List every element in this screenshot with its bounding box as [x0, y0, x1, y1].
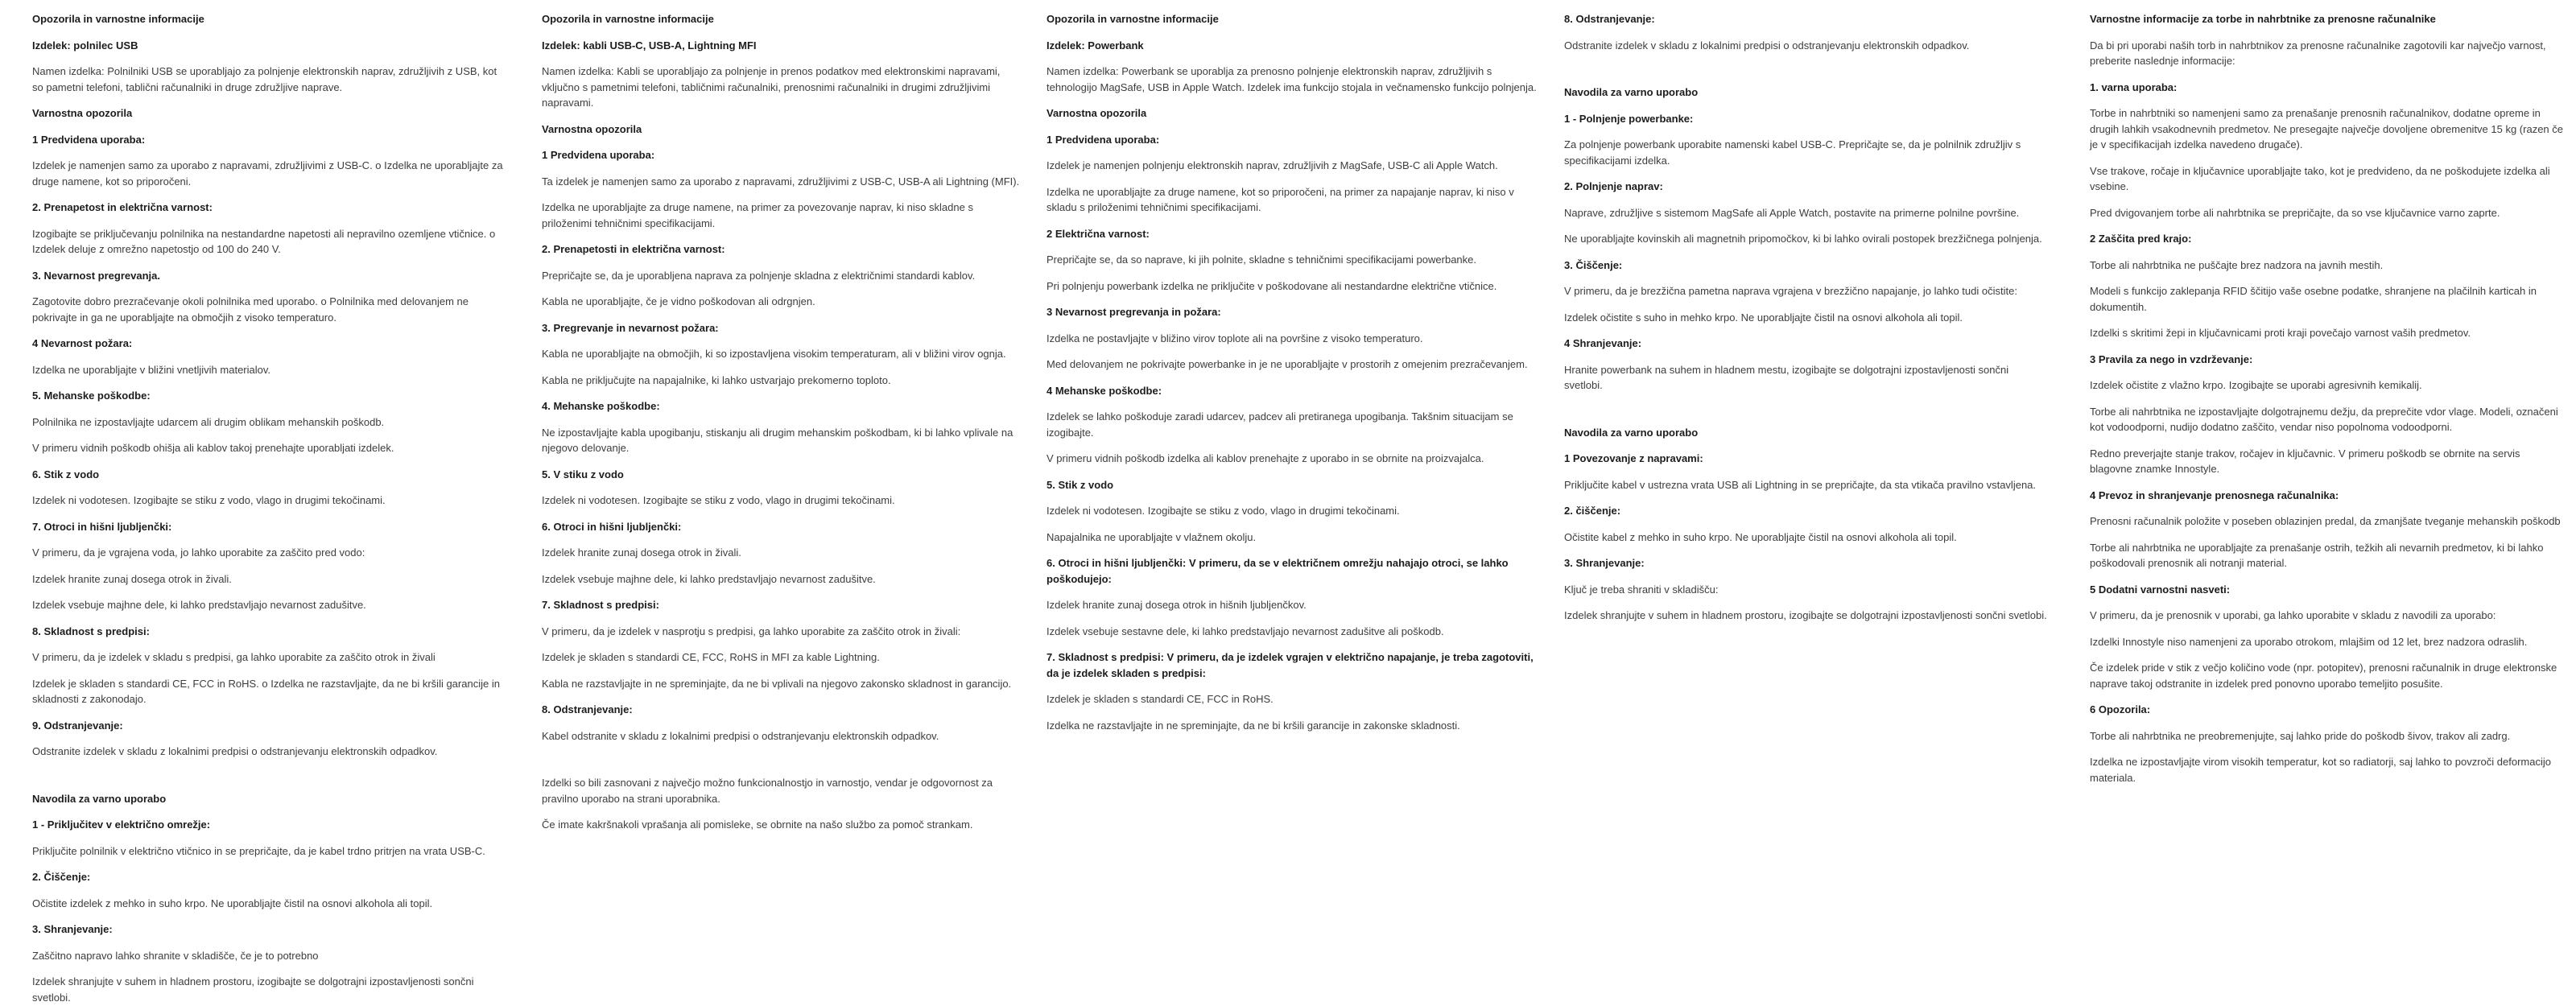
section-heading: 1 - Polnjenje powerbanke: [1564, 112, 1694, 125]
section-heading: 7. Skladnost s predpisi: V primeru, da je izdelek vgrajen v električno napajanje, je treba zagotoviti, da je izdelek skladen s predpisi: [1046, 651, 1534, 679]
section-heading: Navodila za varno uporabo [32, 792, 167, 805]
paragraph: Izdelka ne uporabljajte za druge namene, na primer za povezovanje naprav, ki niso skladne s priloženimi tehničnimi specifikacijami. [542, 201, 973, 229]
paragraph: Izdelek shranjujte v suhem in hladnem prostoru, izogibajte se dolgotrajni izpostavljenosti sončni svetlobi. [32, 975, 474, 1004]
section-heading: Varnostne informacije za torbe in nahrbtnike za prenosne računalnike [2090, 13, 2436, 25]
section-heading: 6 Opozorila: [2090, 703, 2151, 715]
paragraph: Prepričajte se, da je uporabljena naprava za polnjenje skladna z električnimi standardi kablov. [542, 269, 976, 282]
paragraph: Da bi pri uporabi naših torb in nahrbtnikov za prenosne računalnike zagotovili kar največjo varnost, preberite naslednje informacije: [2090, 39, 2546, 67]
section-heading: 5. Mehanske poškodbe: [32, 390, 151, 402]
section-heading: 1 Predvidena uporaba: [542, 149, 655, 161]
paragraph: Kabla ne razstavljajte in ne spreminjajte, da ne bi vplivali na njegovo zakonsko skladnost in garancijo. [542, 677, 1012, 690]
section-heading: 4. Mehanske poškodbe: [542, 400, 660, 412]
paragraph: Če imate kakršnakoli vprašanja ali pomisleke, se obrnite na našo službo za pomoč strankam. [542, 818, 973, 831]
paragraph: Torbe in nahrbtniki so namenjeni samo za prenašanje prenosnih računalnikov, dodatne opreme in drugih lahkih vsakodnevnih predmetov. Ne presegajte največje dovoljene obremenitve 15 kg (razen če je v specifikacijah izdelka navedeno drugače). [2090, 107, 2563, 150]
paragraph: Izdelka ne uporabljajte v bližini vnetljivih materialov. [32, 363, 271, 376]
paragraph: Izdelek je skladen s standardi CE, FCC in RoHS. [1046, 693, 1274, 705]
paragraph: Prenosni računalnik položite v poseben oblazinjen predal, da zmanjšate tveganje mehanskih poškodb [2090, 515, 2561, 527]
paragraph: Izogibajte se priključevanju polnilnika na nestandardne napetosti ali nepravilno ozemljene vtičnice. o Izdelek deluje z omrežno napetostjo od 100 do 240 V. [32, 227, 496, 255]
paragraph: Izdelka ne postavljajte v bližino virov toplote ali na površine z visoko temperaturo. [1046, 332, 1423, 344]
section-heading: Opozorila in varnostne informacije [1046, 13, 1219, 25]
paragraph: Ta izdelek je namenjen samo za uporabo z napravami, združljivimi z USB-C, USB-A ali Lightning (MFI). [542, 175, 1020, 188]
paragraph: Če izdelek pride v stik z večjo količino vode (npr. potopitev), prenosni računalnik in druge elektronske naprave takoj odstranite in izdelek pred ponovno uporabo temeljito posušite. [2090, 662, 2557, 690]
section-heading: 6. Otroci in hišni ljubljenčki: [542, 520, 682, 533]
paragraph: Izdelek vsebuje sestavne dele, ki lahko predstavljajo nevarnost zadušitve ali poškodb. [1046, 625, 1444, 637]
paragraph: Izdelek ni vodotesen. Izogibajte se stiku z vodo, vlago in drugimi tekočinami. [1046, 505, 1400, 517]
paragraph: V primeru, da je brezžična pametna naprava vgrajena v brezžično napajanje, jo lahko tudi očistite: [1564, 285, 2017, 297]
paragraph: Torbe ali nahrbtnika ne izpostavljajte dolgotrajnemu dežju, da preprečite vdor vlage. Modeli, označeni kot vodoodporni, nudijo dodatno zaščito, vendar niso popolnoma vodoodporni. [2090, 405, 2558, 433]
paragraph: Ne uporabljajte kovinskih ali magnetnih pripomočkov, ki bi lahko ovirali postopek brezžičnega polnjenja. [1564, 233, 2042, 245]
paragraph: Redno preverjajte stanje trakov, ročajev in ključavnic. V primeru poškodb se obrnite na servis blagovne znamke Innostyle. [2090, 447, 2520, 475]
section-heading: 3. Čiščenje: [1564, 258, 1623, 271]
section-heading: 4 Mehanske poškodbe: [1046, 384, 1162, 397]
section-heading: 6. Otroci in hišni ljubljenčki: V primeru, da se v električnem omrežju nahajajo otroci, se lahko poškodujejo: [1046, 557, 1509, 585]
paragraph: Izdelek vsebuje majhne dele, ki lahko predstavljajo nevarnost zadušitve. [542, 572, 876, 585]
paragraph: V primeru vidnih poškodb ohišja ali kablov takoj prenehajte uporabljati izdelek. [32, 442, 394, 454]
section-heading: Izdelek: Powerbank [1046, 39, 1144, 52]
section-heading: 1 - Priključitev v električno omrežje: [32, 818, 211, 831]
section-heading: Opozorila in varnostne informacije [542, 13, 714, 25]
paragraph: Napajalnika ne uporabljajte v vlažnem okolju. [1046, 530, 1257, 543]
section-heading: 3. Nevarnost pregrevanja. [32, 269, 160, 282]
paragraph: Očistite izdelek z mehko in suho krpo. Ne uporabljajte čistil na osnovi alkohola ali topil. [32, 897, 433, 909]
section-heading: 8. Skladnost s predpisi: [32, 625, 150, 637]
paragraph: V primeru, da je prenosnik v uporabi, ga lahko uporabite v skladu z navodili za uporabo: [2090, 609, 2496, 621]
section-heading: Varnostna opozorila [1046, 107, 1147, 119]
section-heading: 7. Skladnost s predpisi: [542, 599, 659, 611]
paragraph: Med delovanjem ne pokrivajte powerbanke in je ne uporabljajte v prostorih z omejenim prezračevanjem. [1046, 358, 1528, 370]
section-heading: 1 Predvidena uporaba: [1046, 133, 1160, 146]
section-heading: 2. Polnjenje naprav: [1564, 180, 1663, 192]
section-heading: 3. Shranjevanje: [32, 923, 113, 935]
paragraph: Izdelek je namenjen samo za uporabo z napravami, združljivimi z USB-C. o Izdelka ne uporabljajte za druge namene, kot so priporočeni. [32, 159, 503, 188]
paragraph: Izdelek hranite zunaj dosega otrok in hišnih ljubljenčkov. [1046, 599, 1307, 611]
section-heading: 1 Predvidena uporaba: [32, 133, 146, 146]
paragraph: Izdelek očistite z vlažno krpo. Izogibajte se uporabi agresivnih kemikalij. [2090, 379, 2422, 391]
paragraph: Izdelek je skladen s standardi CE, FCC in RoHS. o Izdelka ne razstavljajte, da ne bi kršili garancije in skladnosti z zakonodajo. [32, 677, 500, 705]
paragraph: Kabla ne uporabljajte, če je vidno poškodovan ali odrgnjen. [542, 295, 815, 307]
section-heading: 5. V stiku z vodo [542, 468, 624, 480]
section-heading: 5 Dodatni varnostni nasveti: [2090, 583, 2231, 596]
paragraph: Za polnjenje powerbank uporabite namenski kabel USB-C. Prepričajte se, da je polnilnik združljiv s specifikacijami izdelka. [1564, 138, 2021, 167]
spacer [1564, 404, 2047, 425]
paragraph: Izdelka ne razstavljajte in ne spreminjajte, da ne bi kršili garancije in zakonske skladnosti. [1046, 719, 1460, 732]
section-heading: 3. Shranjevanje: [1564, 557, 1645, 569]
paragraph: Izdelek hranite zunaj dosega otrok in živali. [542, 546, 741, 559]
section-heading: Varnostna opozorila [32, 107, 133, 119]
section-heading: 2. Čiščenje: [32, 871, 91, 883]
section-heading: 7. Otroci in hišni ljubljenčki: [32, 520, 172, 533]
paragraph: Prepričajte se, da so naprave, ki jih polnite, skladne s tehničnimi specifikacijami powerbanke. [1046, 254, 1476, 266]
paragraph: Vse trakove, ročaje in ključavnice uporabljajte tako, kot je predvideno, da ne poškodujete izdelka ali vsebine. [2090, 164, 2550, 192]
section-heading: 2. Prenapetosti in električna varnost: [542, 243, 725, 255]
paragraph: Zaščitno napravo lahko shranite v skladišče, če je to potrebno [32, 949, 319, 962]
paragraph: V primeru, da je izdelek v skladu s predpisi, ga lahko uporabite za zaščito otrok in živali [32, 651, 436, 663]
section-heading: 8. Odstranjevanje: [542, 703, 633, 715]
section-heading: 4 Shranjevanje: [1564, 337, 1642, 349]
paragraph: Ključ je treba shraniti v skladišču: [1564, 583, 1719, 596]
paragraph: Torbe ali nahrbtnika ne preobremenjujte, saj lahko pride do poškodb šivov, trakov ali zadrg. [2090, 729, 2511, 742]
section-heading: Navodila za varno uporabo [1564, 86, 1699, 98]
paragraph: Izdelki so bili zasnovani z največjo možno funkcionalnostjo in varnostjo, vendar je odgovornost za pravilno uporabo na strani uporabnika. [542, 777, 993, 805]
paragraph: Izdelek je skladen s standardi CE, FCC, RoHS in MFI za kable Lightning. [542, 651, 880, 663]
paragraph: Izdelek hranite zunaj dosega otrok in živali. [32, 572, 232, 585]
section-heading: 8. Odstranjevanje: [1564, 13, 1655, 25]
paragraph: Modeli s funkcijo zaklepanja RFID ščitijo vaše osebne podatke, shranjene na plačilnih karticah in dokumentih. [2090, 285, 2537, 313]
paragraph: Kabla ne priključujte na napajalnike, ki lahko ustvarjajo prekomerno toploto. [542, 373, 891, 386]
section-heading: Izdelek: kabli USB-C, USB-A, Lightning MFI [542, 39, 757, 52]
paragraph: Izdelki s skritimi žepi in ključavnicami proti kraji povečajo varnost vaših predmetov. [2090, 327, 2471, 339]
paragraph: Odstranite izdelek v skladu z lokalnimi predpisi o odstranjevanju elektronskih odpadkov. [32, 745, 438, 757]
spacer [542, 754, 1023, 775]
section-heading: 2. Prenapetost in električna varnost: [32, 201, 213, 213]
section-heading: Varnostna opozorila [542, 122, 642, 135]
section-heading: Izdelek: polnilec USB [32, 39, 138, 52]
section-heading: 3 Nevarnost pregrevanja in požara: [1046, 306, 1221, 318]
spacer [32, 770, 503, 791]
paragraph: Priključite polnilnik v električno vtičnico in se prepričajte, da je kabel trdno pritrjen na vrata USB-C. [32, 844, 485, 857]
section-heading: 4 Nevarnost požara: [32, 337, 133, 349]
paragraph: Torbe ali nahrbtnika ne uporabljajte za prenašanje ostrih, težkih ali nevarnih predmetov, ki bi lahko poškodovali prenosnik ali notranji material. [2090, 541, 2544, 569]
column-usage-instructions [1564, 11, 2047, 634]
paragraph: Namen izdelka: Kabli se uporabljajo za polnjenje in prenos podatkov med elektronskimi napravami, vključno s pametnimi telefoni, tabličnimi računalniki, prenosnimi računalniki in drugimi združljivimi napravami. [542, 65, 1001, 109]
paragraph: Izdelek ni vodotesen. Izogibajte se stiku z vodo, vlago in drugimi tekočinami. [542, 494, 895, 506]
paragraph: Torbe ali nahrbtnika ne puščajte brez nadzora na javnih mestih. [2090, 258, 2384, 271]
paragraph: Namen izdelka: Powerbank se uporablja za prenosno polnjenje elektronskih naprav, združljivih s tehnologijo MagSafe, USB in Apple Watch. Izdelek ima funkcijo stojala in večnamensko funkcijo polnjenja. [1046, 65, 1537, 93]
paragraph: Kabla ne uporabljajte na območjih, ki so izpostavljena visokim temperaturam, ali v bližini virov ognja. [542, 348, 1006, 360]
section-heading: 2 Zaščita pred krajo: [2090, 233, 2192, 245]
paragraph: Priključite kabel v ustrezna vrata USB ali Lightning in se prepričajte, da sta vtikača pravilno vstavljena. [1564, 478, 2037, 491]
paragraph: Polnilnika ne izpostavljajte udarcem ali drugim oblikam mehanskih poškodb. [32, 415, 385, 428]
section-heading: 1. varna uporaba: [2090, 80, 2178, 93]
column-powerbank [1046, 11, 1539, 744]
section-heading: 3. Pregrevanje in nevarnost požara: [542, 321, 719, 334]
section-heading: 2 Električna varnost: [1046, 227, 1150, 240]
column-usb-charger [32, 11, 503, 1006]
paragraph: V primeru, da je izdelek v nasprotju s predpisi, ga lahko uporabite za zaščito otrok in živali: [542, 625, 961, 637]
paragraph: Pred dvigovanjem torbe ali nahrbtnika se prepričajte, da so vse ključavnice varno zaprte. [2090, 206, 2500, 219]
paragraph: Kabel odstranite v skladu z lokalnimi predpisi o odstranjevanju elektronskih odpadkov. [542, 729, 939, 742]
section-heading: Navodila za varno uporabo [1564, 426, 1699, 439]
paragraph: Izdelek se lahko poškoduje zaradi udarcev, padcev ali pretiranega upogibanja. Takšnim situacijam se izogibajte. [1046, 410, 1513, 439]
section-heading: 1 Povezovanje z napravami: [1564, 452, 1703, 464]
section-heading: 6. Stik z vodo [32, 468, 100, 480]
paragraph: Izdelek očistite s suho in mehko krpo. Ne uporabljajte čistil na osnovi alkohola ali topil. [1564, 311, 1963, 324]
paragraph: Hranite powerbank na suhem in hladnem mestu, izogibajte se dolgotrajni izpostavljenosti sončni svetlobi. [1564, 363, 2009, 391]
paragraph: Namen izdelka: Polnilniki USB se uporabljajo za polnjenje elektronskih naprav, združljivih z USB, kot so pametni telefoni, tablični računalniki in druge združljive naprave. [32, 65, 497, 93]
paragraph: Očistite kabel z mehko in suho krpo. Ne uporabljajte čistil na osnovi alkohola ali topil. [1564, 530, 1957, 543]
paragraph: Zagotovite dobro prezračevanje okoli polnilnika med uporabo. o Polnilnika med delovanjem ne pokrivajte in ga ne uporabljajte na območjih z visoko temperaturo. [32, 295, 469, 324]
section-heading: 4 Prevoz in shranjevanje prenosnega računalnika: [2090, 489, 2339, 501]
paragraph: Odstranite izdelek v skladu z lokalnimi predpisi o odstranjevanju elektronskih odpadkov. [1564, 39, 1970, 52]
section-heading: 5. Stik z vodo [1046, 478, 1114, 491]
paragraph: Izdelek vsebuje majhne dele, ki lahko predstavljajo nevarnost zadušitve. [32, 599, 366, 611]
paragraph: Izdelek ni vodotesen. Izogibajte se stiku z vodo, vlago in drugimi tekočinami. [32, 494, 386, 506]
column-laptop-bags [2090, 11, 2565, 796]
paragraph: V primeru vidnih poškodb izdelka ali kablov prenehajte z uporabo in se obrnite na proizvajalca. [1046, 452, 1484, 464]
paragraph: Izdelki Innostyle niso namenjeni za uporabo otrokom, mlajšim od 12 let, brez nadzora odraslih. [2090, 635, 2528, 648]
paragraph: Ne izpostavljajte kabla upogibanju, stiskanju ali drugim mehanskim poškodbam, ki bi lahko vplivale na njegovo delovanje. [542, 426, 1013, 454]
paragraph: Naprave, združljive s sistemom MagSafe ali Apple Watch, postavite na primerne polnilne površine. [1564, 206, 2020, 219]
paragraph: Izdelek je namenjen polnjenju elektronskih naprav, združljivih z MagSafe, USB-C ali Apple Watch. [1046, 159, 1498, 171]
paragraph: Izdelka ne izpostavljajte virom visokih temperatur, kot so radiatorji, saj lahko to povzroči deformacijo materiala. [2090, 756, 2551, 784]
paragraph: V primeru, da je vgrajena voda, jo lahko uporabite za zaščito pred vodo: [32, 546, 365, 559]
section-heading: Opozorila in varnostne informacije [32, 13, 204, 25]
paragraph: Izdelek shranjujte v suhem in hladnem prostoru, izogibajte se dolgotrajni izpostavljenosti sončni svetlobi. [1564, 609, 2047, 621]
spacer [1564, 64, 2047, 85]
section-heading: 2. čiščenje: [1564, 505, 1621, 517]
paragraph: Izdelka ne uporabljajte za druge namene, kot so priporočeni, na primer za napajanje naprav, ki niso v skladu s priloženimi tehničnimi specifikacijami. [1046, 185, 1514, 213]
column-cables [542, 11, 1023, 843]
paragraph: Pri polnjenju powerbank izdelka ne priključite v poškodovane ali nestandardne električne vtičnice. [1046, 279, 1497, 292]
section-heading: 3 Pravila za nego in vzdrževanje: [2090, 353, 2253, 365]
section-heading: 9. Odstranjevanje: [32, 719, 123, 732]
